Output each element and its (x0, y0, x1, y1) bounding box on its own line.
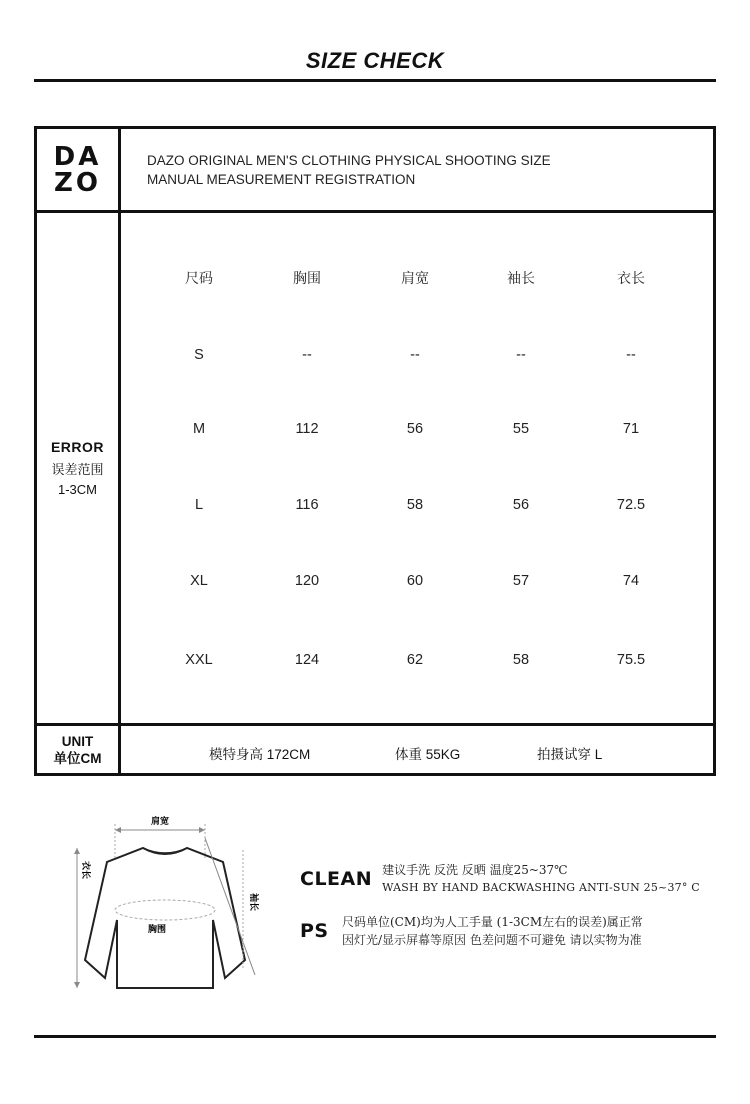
bottom-divider (34, 1035, 716, 1038)
ps-label: PS (300, 920, 329, 942)
header-line-2: MANUAL MEASUREMENT REGISTRATION (147, 172, 416, 187)
ps-text (342, 913, 643, 949)
table-cell: 112 (295, 421, 319, 437)
size-table (34, 126, 716, 776)
page-title: SIZE CHECK (305, 48, 445, 73)
table-cell: 72.5 (616, 497, 646, 513)
clean-label: CLEAN (300, 868, 373, 890)
column-header: 袖长 (507, 270, 535, 286)
table-header-description (147, 151, 551, 189)
shirt-icon (55, 810, 285, 1000)
shirt-measurement-diagram (55, 810, 285, 1000)
size-label: XXL (185, 652, 213, 668)
table-cell: -- (516, 347, 526, 363)
ps-line-2: 因灯光/显示屏幕等原因 色差问题不可避免 请以实物为准 (342, 933, 642, 947)
table-cell: 124 (294, 652, 320, 668)
diagram-label-chest: 胸围 (147, 925, 167, 935)
logo-line-2: ZO (54, 167, 101, 198)
model-wearing-size: 拍摄试穿 L (537, 747, 603, 762)
diagram-label-length: 衣长 (80, 860, 90, 880)
table-cell: 57 (512, 573, 530, 589)
table-cell: 116 (295, 497, 319, 513)
header-line-1: DAZO ORIGINAL MEN'S CLOTHING PHYSICAL SHOOTING SIZE (147, 153, 551, 168)
size-label: S (194, 347, 204, 363)
ps-notes (300, 913, 643, 949)
table-cell: 55 (512, 421, 530, 437)
error-label-cn: 误差范围 (51, 462, 104, 477)
table-cell: 120 (294, 573, 320, 589)
error-title: ERROR (50, 439, 105, 455)
table-cell: 71 (622, 421, 640, 437)
table-cell: 58 (512, 652, 530, 668)
brand-logo (37, 129, 118, 210)
size-grid (121, 213, 713, 723)
table-cell: 56 (512, 497, 530, 513)
table-cell: 56 (406, 421, 424, 437)
diagram-label-shoulder: 肩宽 (150, 817, 170, 827)
clean-instructions (300, 861, 700, 897)
size-label: XL (190, 573, 208, 589)
error-range: 1-3CM (57, 482, 97, 497)
table-cell: 58 (406, 497, 424, 513)
table-cell: -- (410, 347, 420, 363)
table-cell: -- (302, 347, 312, 363)
column-header: 胸围 (293, 270, 321, 286)
clean-text-en: WASH BY HAND BACKWASHING ANTI-SUN 25~37° C (382, 881, 700, 894)
size-label: M (192, 421, 206, 437)
column-header: 尺码 (185, 270, 213, 286)
unit-value: 单位CM (53, 750, 102, 766)
error-range-cell (37, 213, 118, 723)
table-cell: 62 (406, 652, 424, 668)
column-header: 衣长 (617, 270, 645, 286)
model-weight: 体重 55KG (395, 747, 461, 762)
clean-text-cn: 建议手洗 反洗 反晒 温度25~37℃ (382, 863, 568, 877)
unit-label: UNIT (61, 733, 94, 749)
table-cell: 60 (406, 573, 424, 589)
title-divider (34, 79, 716, 82)
unit-cell (37, 726, 118, 773)
table-cell: 75.5 (616, 652, 646, 668)
logo-line-1: DA (53, 141, 102, 172)
table-cell: 74 (622, 573, 640, 589)
table-row-divider (37, 723, 713, 726)
model-height: 模特身高 172CM (209, 747, 311, 762)
diagram-label-sleeve: 袖长 (248, 892, 258, 912)
table-cell: -- (626, 347, 636, 363)
clean-text (382, 861, 700, 897)
ps-line-1: 尺码单位(CM)均为人工手量 (1-3CM左右的误差)属正常 (342, 915, 643, 929)
column-header: 肩宽 (401, 270, 429, 286)
size-label: L (194, 497, 204, 513)
